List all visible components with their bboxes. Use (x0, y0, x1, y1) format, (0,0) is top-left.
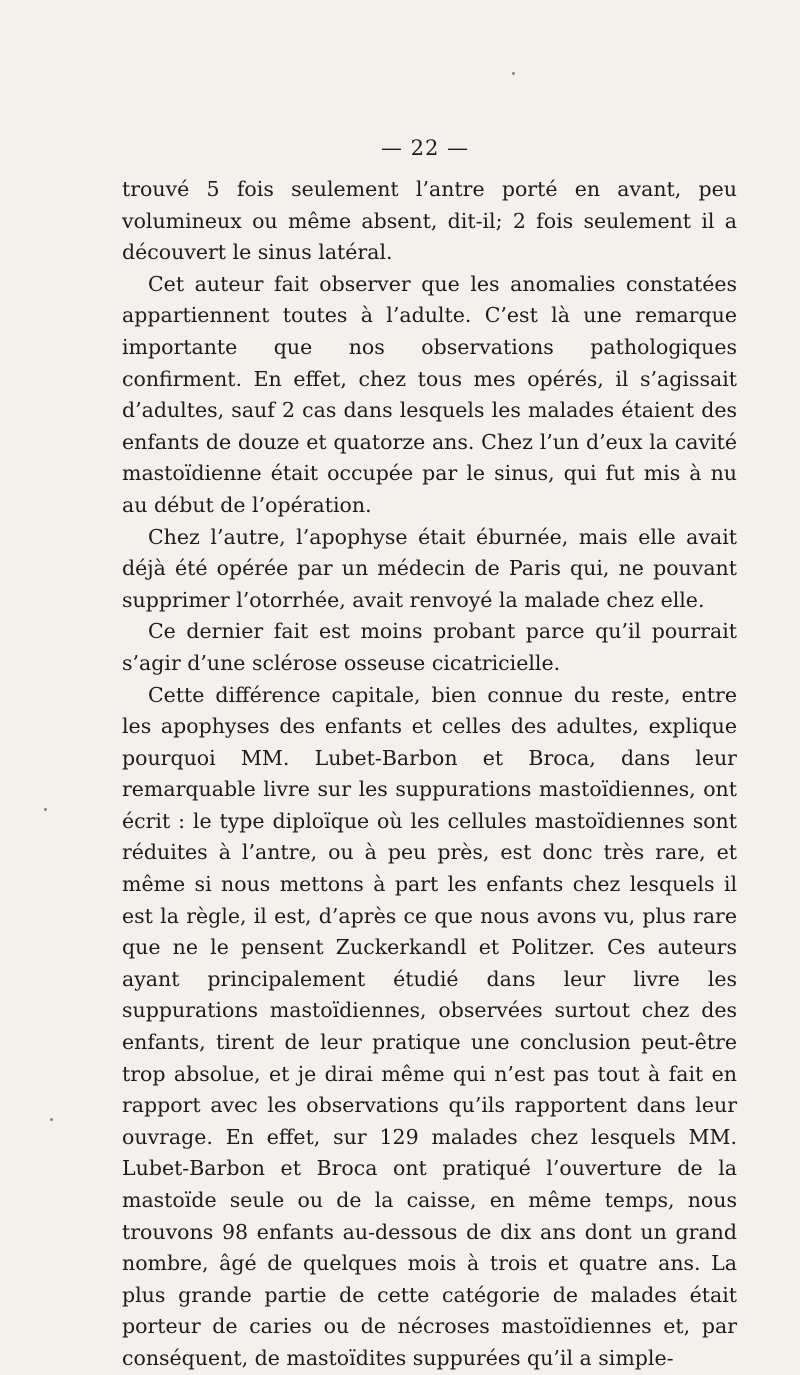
paragraph-4: Ce dernier fait est moins probant parce qu’il pourrait s’agir d’une sclérose osseuse cicatricielle. (122, 619, 737, 675)
paragraph-5: Cette différence capitale, bien connue du reste, entre les apophyses des enfants et celles des adultes, explique pourquoi MM. Lubet-Barbon et Broca, dans leur remarquable livre sur les suppurations mastoïdiennes, ont écrit : le type diploïque où les cellules mastoïdiennes sont réduites à l’antre, ou à peu près, est donc très rare, et même si nous mettons à part les enfants chez lesquels il est la règle, il est, d’après ce que nous avons vu, plus rare que ne le pensent Zuckerkandl et Politzer. Ces auteurs ayant principalement étudié dans leur livre les suppurations mastoïdiennes, observées surtout chez des enfants, tirent de leur pratique une conclusion peut-être trop absolue, et je dirai même qui n’est pas tout à fait en rapport avec les observations qu’ils rapportent dans leur ouvrage. En effet, sur 129 malades chez lesquels MM. Lubet-Barbon et Broca ont pratiqué l’ouverture de la mastoïde seule ou de la caisse, en même temps, nous trouvons 98 enfants au-dessous de dix ans dont un grand nombre, âgé de quelques mois à trois et quatre ans. La plus grande partie de cette catégorie de malades était porteur de caries ou de nécroses mastoïdiennes et, par conséquent, de mastoïdites suppurées qu’il a simple- (122, 682, 737, 1370)
page-number: — 22 — (380, 136, 470, 160)
body-text (122, 174, 737, 1375)
paragraph-2: Cet auteur fait observer que les anomalies constatées appartiennent toutes à l’adulte. C’est là une remarque importante que nos observations pathologiques confirment. En effet, chez tous mes opérés, il s’agissait d’adultes, sauf 2 cas dans lesquels les malades étaient des enfants de douze et quatorze ans. Chez l’un d’eux la cavité mastoïdienne était occupée par le sinus, qui fut mis à nu au début de l’opération. (122, 271, 737, 517)
paper-speck (50, 1118, 53, 1121)
paper-speck (44, 808, 47, 811)
paper-speck (512, 72, 515, 75)
paragraph-3: Chez l’autre, l’apophyse était éburnée, mais elle avait déjà été opérée par un médecin de Paris qui, ne pouvant supprimer l’otorrhée, avait renvoyé la malade chez elle. (122, 524, 737, 612)
paragraph-1: trouvé 5 fois seulement l’antre porté en avant, peu volumineux ou même absent, dit-il; 2 fois seulement il a découvert le sinus latéral. (122, 177, 737, 265)
